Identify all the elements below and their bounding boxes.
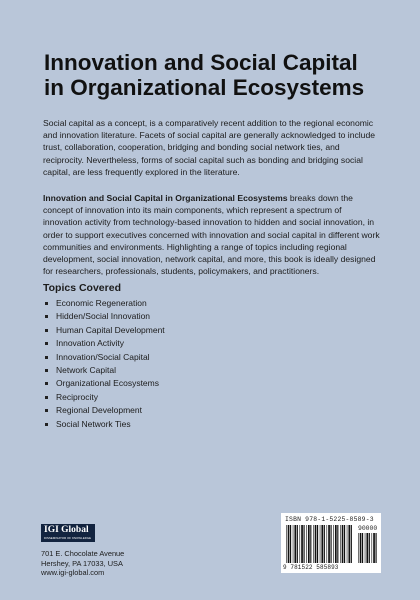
logo-tagline: DISSEMINATOR OF KNOWLEDGE	[44, 536, 92, 540]
barcode-bar	[331, 525, 332, 563]
barcode-bar	[373, 533, 375, 563]
barcode-bar	[342, 525, 344, 563]
barcode-bar	[327, 525, 328, 563]
barcode-bar	[301, 525, 303, 563]
barcode-bar	[360, 533, 362, 563]
book-title-line-2: in Organizational Ecosystems	[44, 75, 365, 100]
topic-item	[43, 351, 165, 364]
description-paragraph	[43, 192, 381, 277]
barcode-bar	[320, 525, 321, 563]
barcode-bar	[310, 525, 311, 563]
barcode-bar	[286, 525, 287, 563]
barcode-bar	[294, 525, 296, 563]
topic-item	[43, 404, 165, 417]
barcode-bar	[306, 525, 307, 563]
barcode-bar	[315, 525, 317, 563]
barcode-bar	[321, 525, 323, 563]
description-text: breaks down the concept of innovation into its main components, which represent a spectrum of innovation activity from technology-based innovation to hidden and social innovation, in order to support executives concerned with innovation and social capital in different work communities and environments. Highlighting a range of topics including regional development, social innovation, network capital, and more, this book is ideally designed for researchers, professionals, students, policymakers, and practitioners.	[43, 193, 380, 277]
logo-name: IGI Global	[44, 525, 89, 535]
barcode-bar	[324, 525, 325, 563]
topic-label: Innovation Activity	[56, 338, 125, 349]
bullet-icon	[45, 423, 48, 426]
address-line-1: 701 E. Chocolate Avenue	[41, 549, 125, 558]
bullet-icon	[45, 396, 48, 399]
publisher-block	[41, 524, 124, 578]
topic-item	[43, 324, 165, 337]
barcode-bar	[347, 525, 348, 563]
barcode-bar	[304, 525, 305, 563]
barcode-bar	[372, 533, 373, 563]
topic-label: Network Capital	[56, 364, 116, 375]
topic-label: Economic Regeneration	[56, 298, 147, 308]
barcode-bar	[308, 525, 310, 563]
barcode-bar	[340, 525, 341, 563]
barcode-bar	[297, 525, 298, 563]
barcode-bar	[313, 525, 314, 563]
barcode-bar	[376, 533, 377, 563]
topic-label: Reciprocity	[56, 391, 99, 402]
barcode-bar	[369, 533, 370, 563]
book-title-line-1: Innovation and Social Capital	[44, 50, 358, 75]
book-title	[44, 50, 384, 100]
bullet-icon	[45, 356, 48, 359]
topics-heading: Topics Covered	[43, 282, 121, 294]
barcode-bar	[344, 525, 345, 563]
topic-item	[43, 310, 165, 323]
bullet-icon	[45, 382, 48, 385]
publisher-website: www.igi-global.com	[41, 568, 105, 577]
address-line-2: Hershey, PA 17033, USA	[41, 558, 123, 568]
barcode-label	[281, 513, 381, 573]
topic-item	[43, 377, 165, 390]
topic-label: Innovation/Social Capital	[56, 351, 150, 362]
barcode-bar	[300, 525, 301, 563]
topic-item	[43, 337, 165, 350]
igi-global-logo	[41, 524, 95, 542]
barcode-bar	[317, 525, 318, 563]
intro-paragraph: Social capital as a concept, is a comparatively recent addition to the regional economic and innovation literature. Facets of social capital are generally acknowledged to include trust, collaboration, cooperation, bridging and bonding social network ties, and reciprocity. Nevertheless, forms of social capital such as bonding and bridging social capital, are less frequently explored in the literature.	[43, 118, 376, 177]
bullet-icon	[45, 329, 48, 332]
barcode-bar	[328, 525, 330, 563]
bullet-icon	[45, 342, 48, 345]
barcode-bar	[366, 533, 368, 563]
bullet-icon	[45, 315, 48, 318]
bullet-icon	[45, 409, 48, 412]
topic-item	[43, 297, 165, 310]
topic-label: Regional Development	[56, 405, 142, 416]
topic-item	[43, 364, 165, 377]
barcode-bar	[362, 533, 363, 563]
barcode-bar	[365, 533, 366, 563]
barcode-bar	[333, 525, 334, 563]
topic-label: Social Network Ties	[56, 418, 131, 429]
barcode-bar	[337, 525, 338, 563]
topics-list	[43, 297, 165, 431]
barcode-bar	[335, 525, 337, 563]
publisher-address	[41, 549, 124, 578]
barcode-bar	[293, 525, 294, 563]
barcode-bar	[348, 525, 350, 563]
barcode-bar	[290, 525, 291, 563]
description-book-title: Innovation and Social Capital in Organizational Ecosystems	[43, 193, 288, 203]
topic-label: Hidden/Social Innovation	[56, 311, 151, 322]
price-code: 90000	[358, 525, 378, 532]
isbn-text: ISBN 978-1-5225-8589-3	[285, 516, 374, 523]
topic-label: Human Capital Development	[56, 324, 165, 335]
ean-digits: 9 781522 585893	[283, 564, 339, 571]
barcode-bar	[351, 525, 352, 563]
bullet-icon	[45, 302, 48, 305]
barcode-bar	[288, 525, 290, 563]
topic-label: Organizational Ecosystems	[56, 378, 159, 389]
barcode-bar	[358, 533, 359, 563]
bullet-icon	[45, 369, 48, 372]
topic-item	[43, 418, 165, 431]
topic-item	[43, 391, 165, 404]
